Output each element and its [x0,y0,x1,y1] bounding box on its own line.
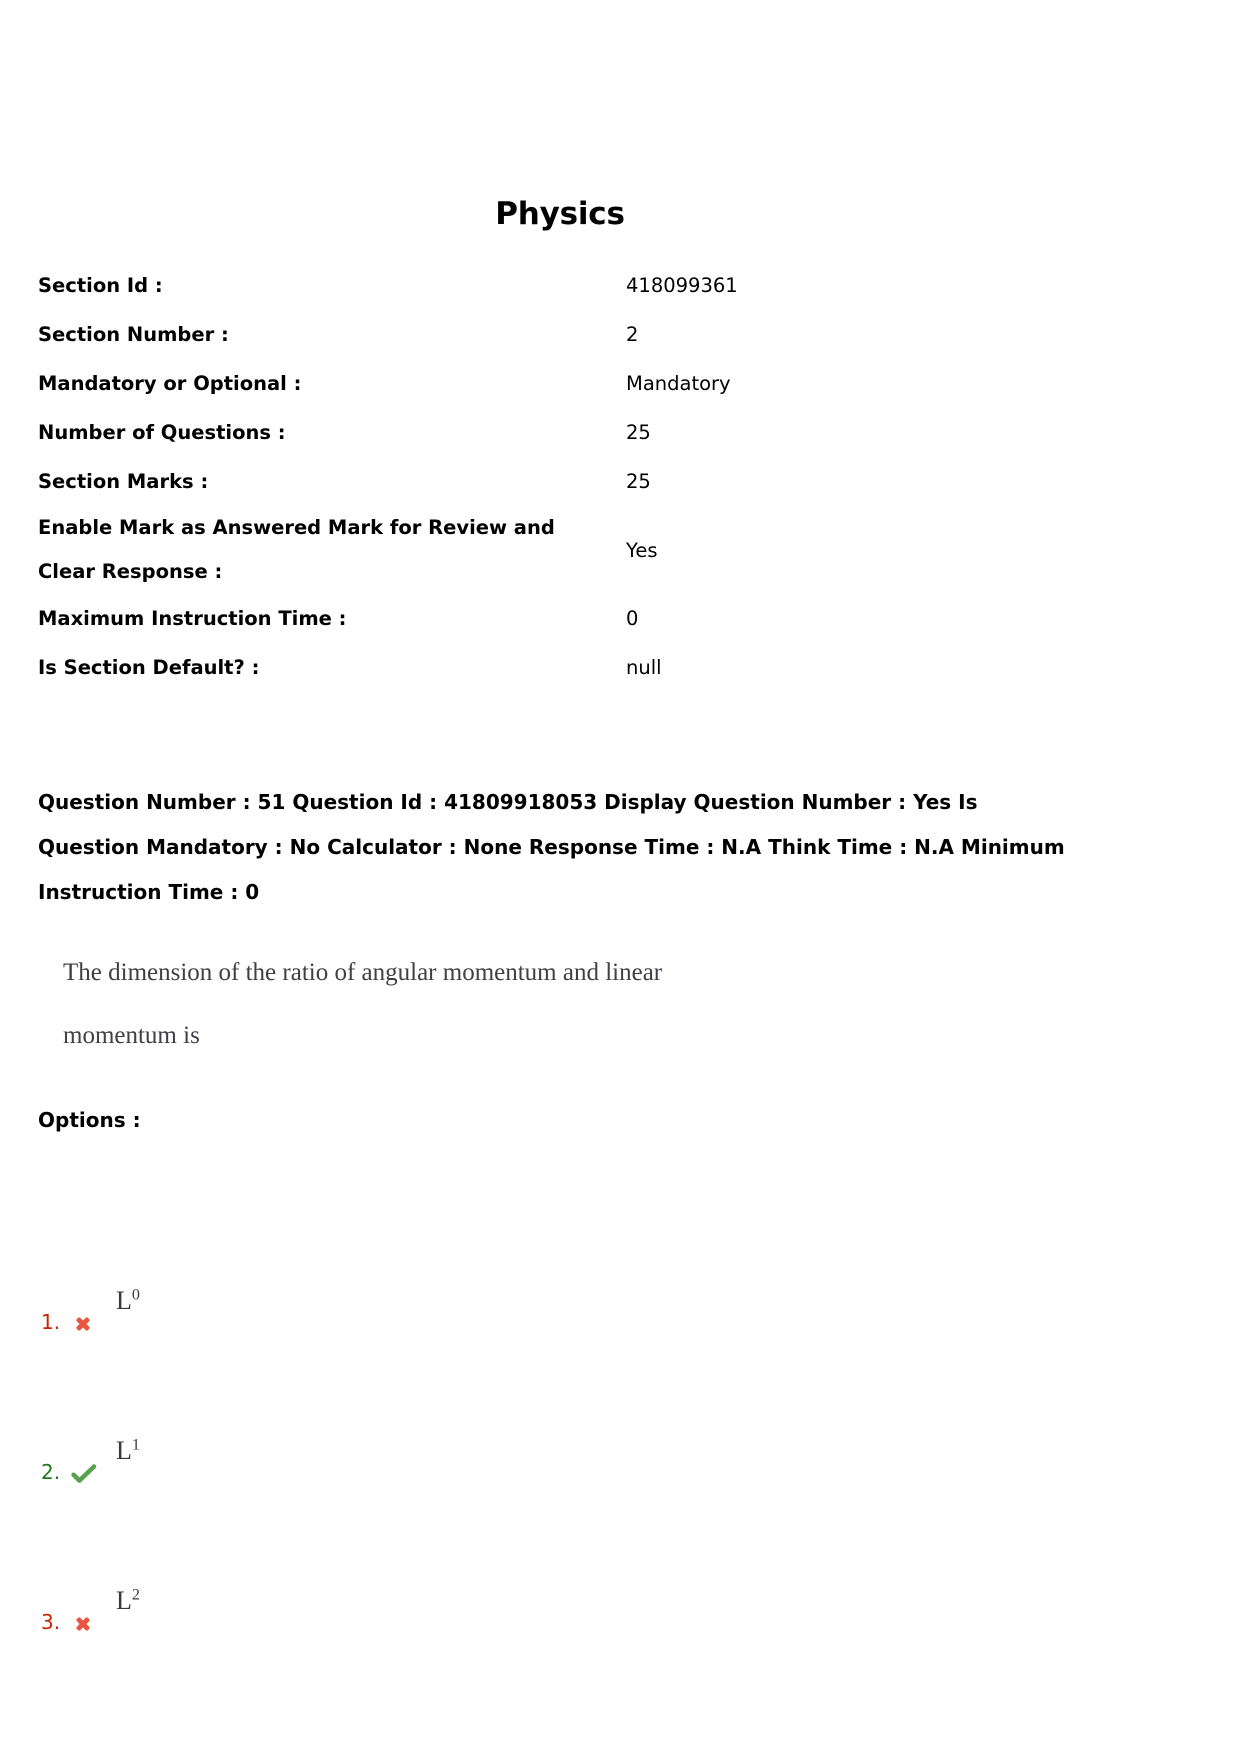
meta-label-section-id: Section Id : [38,274,163,297]
option-text-3 [116,1586,140,1616]
cross-mark-icon [71,1612,95,1636]
option-number-2: 2. [41,1460,61,1484]
options-label: Options : [38,1108,141,1132]
table-row [38,457,1082,506]
option-base-1: L [116,1286,132,1315]
meta-label-number-of-questions: Number of Questions : [38,421,286,444]
option-row-1[interactable] [38,1182,1088,1332]
meta-value-is-section-default: null [626,656,662,679]
table-row [38,310,1082,359]
meta-label-enable-mark-as-answered [38,506,626,594]
option-base-3: L [116,1586,132,1615]
table-row [38,506,1082,594]
meta-value-section-number: 2 [626,323,639,346]
meta-label-mandatory-or-optional: Mandatory or Optional : [38,372,302,395]
section-metadata-table [38,261,1082,692]
option-row-3[interactable] [38,1482,1088,1632]
options-list [38,1182,1088,1632]
meta-label-is-section-default: Is Section Default? : [38,656,260,679]
page-title: Physics [495,196,625,232]
meta-label-maximum-instruction-time: Maximum Instruction Time : [38,607,347,630]
meta-value-enable-mark-as-answered: Yes [626,538,658,562]
option-exponent-3: 2 [131,1586,140,1604]
meta-label-section-marks: Section Marks : [38,470,209,493]
meta-value-number-of-questions: 25 [626,421,651,444]
meta-value-section-id: 418099361 [626,274,738,297]
meta-value-section-marks: 25 [626,470,651,493]
page-content [38,0,1088,1632]
meta-label-line-1: Enable Mark as Answered Mark for Review and [38,516,555,539]
option-base-2: L [116,1436,132,1465]
meta-label-section-number: Section Number : [38,323,229,346]
option-exponent-1: 0 [131,1286,140,1304]
option-text-1 [116,1286,140,1316]
option-text-2 [116,1436,140,1466]
table-row [38,359,1082,408]
option-row-2[interactable] [38,1332,1088,1482]
table-row [38,643,1082,692]
table-row [38,594,1082,643]
table-row [38,261,1082,310]
question-text-line-1: The dimension of the ratio of angular momentum and linear [63,959,663,986]
question-text [63,941,823,1067]
question-text-line-2: momentum is [63,1022,200,1049]
meta-value-mandatory-or-optional: Mandatory [626,372,731,395]
option-exponent-2: 1 [131,1436,140,1454]
meta-value-maximum-instruction-time: 0 [626,607,639,630]
option-number-1: 1. [41,1310,61,1334]
meta-label-line-2: Clear Response : [38,560,223,583]
table-row [38,408,1082,457]
option-number-3: 3. [41,1610,61,1634]
question-metadata-header: Question Number : 51 Question Id : 41809918053 Display Question Number : Yes Is Question Mandatory : No Calculator : None Response Time : N.A Think Time : N.A Minimum Instruction Time : 0 [38,790,1065,904]
